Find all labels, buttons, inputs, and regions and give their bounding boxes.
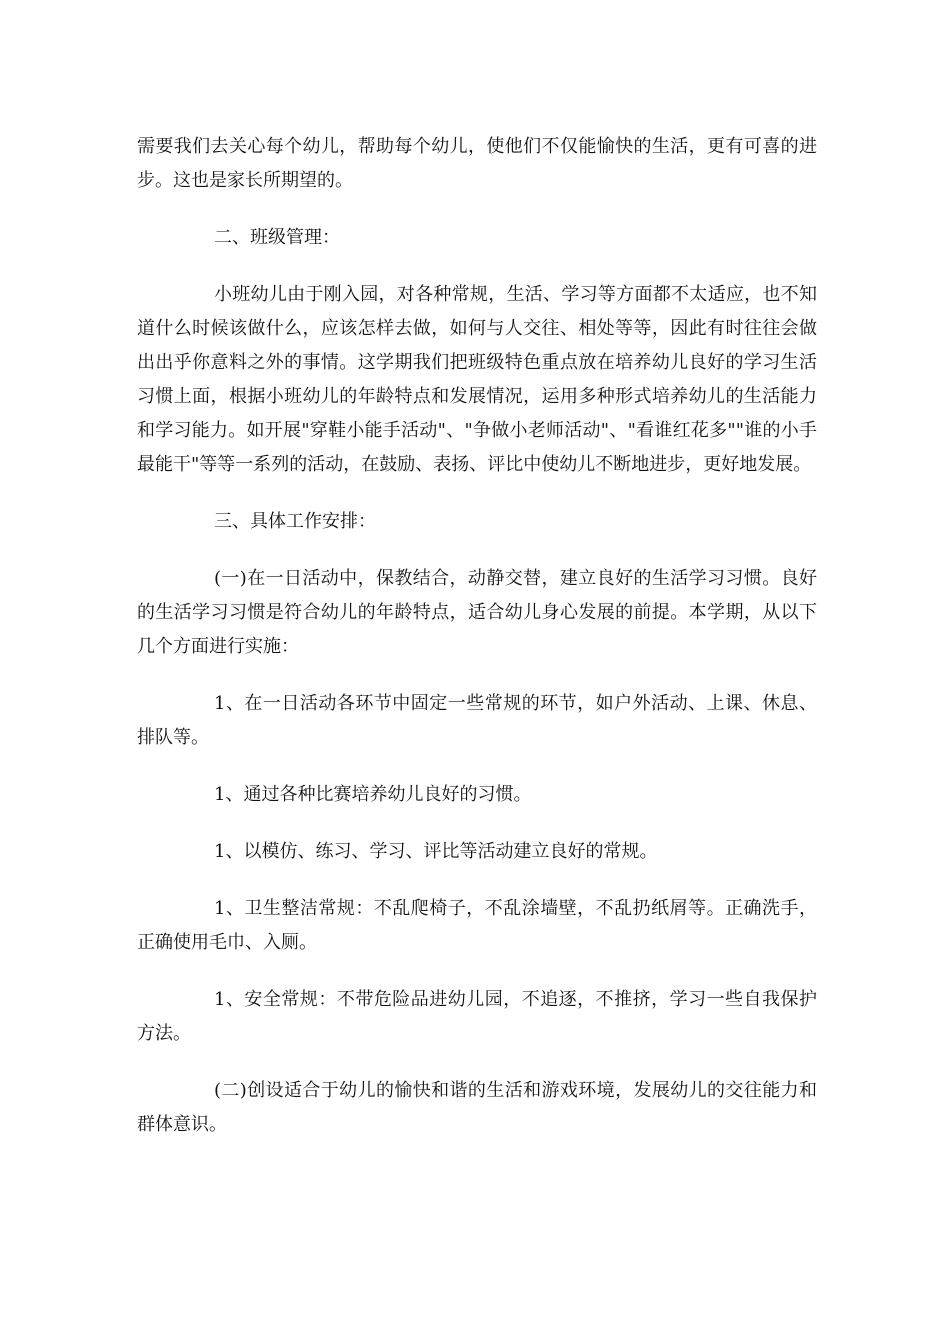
section-heading-class-management: 二、班级管理：	[214, 227, 340, 248]
list-item: 1、卫生整洁常规：不乱爬椅子，不乱涂墙壁，不乱扔纸屑等。正确洗手，正确使用毛巾、入厕。	[137, 898, 817, 953]
list-item: 1、在一日活动各环节中固定一些常规的环节，如户外活动、上课、休息、排队等。	[137, 693, 817, 748]
section-heading-work-arrangement: 三、具体工作安排：	[214, 511, 376, 532]
paragraph-class-management: 小班幼儿由于刚入园，对各种常规，生活、学习等方面都不太适应，也不知道什么时候该做什么，应该怎样去做，如何与人交往、相处等等，因此有时往往会做出出乎你意料之外的事情。这学期我们把班级特色重点放在培养幼儿良好的学习生活习惯上面，根据小班幼儿的年龄特点和发展情况，运用多种形式培养幼儿的生活能力和学习能力。如开展"穿鞋小能手活动"、"争做小老师活动"、"看谁红花多""谁的小手最能干"等等一系列的活动，在鼓励、表扬、评比中使幼儿不断地进步，更好地发展。	[137, 284, 817, 475]
document-body	[137, 130, 817, 1165]
paragraph-daily-activities: (一)在一日活动中，保教结合，动静交替，建立良好的生活学习习惯。良好的生活学习习惯是符合幼儿的年龄特点，适合幼儿身心发展的前提。本学期，从以下几个方面进行实施：	[137, 568, 817, 657]
paragraph-environment: (二)创设适合于幼儿的愉快和谐的生活和游戏环境，发展幼儿的交往能力和群体意识。	[137, 1080, 817, 1135]
list-item: 1、安全常规：不带危险品进幼儿园，不追逐，不推挤，学习一些自我保护方法。	[137, 989, 817, 1044]
list-item: 1、通过各种比赛培养幼儿良好的习惯。	[214, 784, 532, 805]
paragraph-continuation: 需要我们去关心每个幼儿，帮助每个幼儿，使他们不仅能愉快的生活，更有可喜的进步。这也是家长所期望的。	[137, 136, 817, 191]
list-item: 1、以模仿、练习、学习、评比等活动建立良好的常规。	[214, 841, 658, 862]
